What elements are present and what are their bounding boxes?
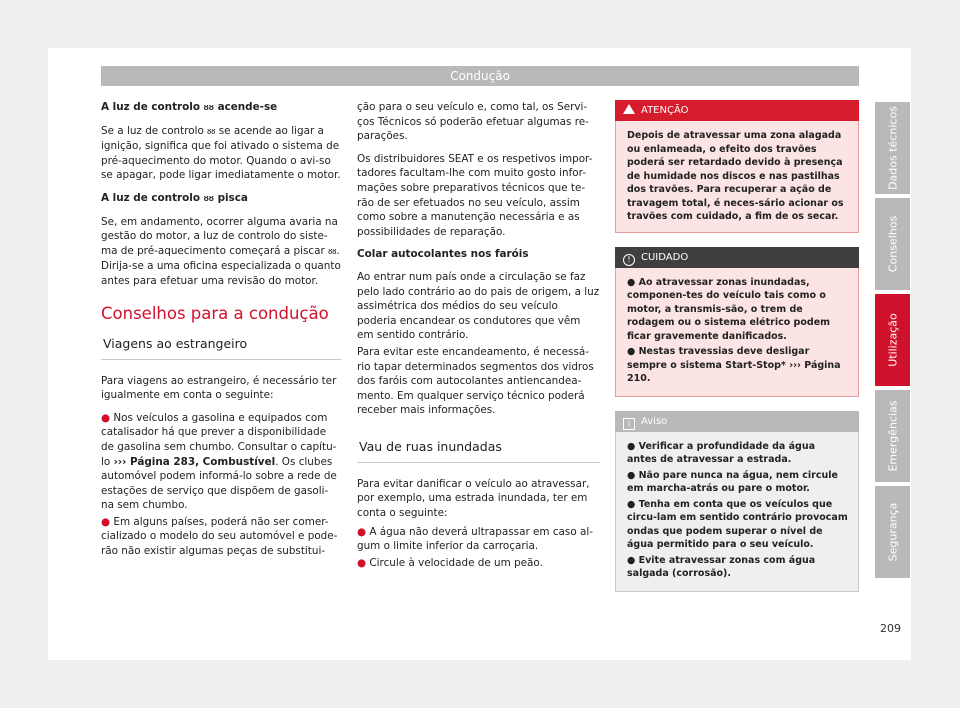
subsection-title: Vau de ruas inundadas bbox=[357, 438, 600, 463]
glow-plug-icon: ᴕᴕ bbox=[203, 193, 214, 204]
tab-conselhos[interactable]: Conselhos bbox=[875, 198, 910, 290]
glow-plug-icon: ᴕᴕ bbox=[203, 103, 214, 113]
glow-plug-icon: ᴕᴕ bbox=[328, 246, 337, 257]
paragraph: Se a luz de controlo ᴕᴕ se acende ao ligar a ignição, significa que foi ativado o sistema de pré-aquecimento do motor. Quando o avi-so se apagar, pode ligar imediatamente o motor. bbox=[101, 124, 341, 182]
bullet-icon: ● bbox=[627, 346, 636, 357]
subheading-headlights: Colar autocolantes nos faróis bbox=[357, 248, 529, 261]
list-item: ● Nos veículos a gasolina e equipados com catalisador há que prever a disponibilidade de gasolina sem chumbo. Consultar o capítu-lo ››› Página 283, Combustível. Os clubes automóvel podem informá-lo sobre a rede de estações de serviço que dispõem de gasoli-na sem chumbo. bbox=[101, 411, 337, 512]
warning-header: ATENÇÃO bbox=[615, 100, 859, 121]
paragraph: Para viagens ao estrangeiro, é necessário ter igualmente em conta o seguinte: bbox=[101, 374, 337, 402]
column-2 bbox=[357, 100, 600, 578]
bullet-icon: ● bbox=[627, 276, 636, 288]
page-number: 209 bbox=[880, 622, 901, 635]
list-item: ● Circule à velocidade de um peão. bbox=[357, 556, 543, 569]
tab-utilizacao[interactable]: Utilização bbox=[875, 294, 910, 386]
paragraph: Os distribuidores SEAT e os respetivos impor-tadores facultam-lhe com muito gosto infor-mações sobre preparativos técnicos que te-rão de ser efetuados no seu veículo, assim como sobre a manutenção necessária e as possibilidades de reparação. bbox=[357, 152, 593, 238]
paragraph: Se, em andamento, ocorrer alguma avaria na gestão do motor, a luz de controlo do siste-ma de pré-aquecimento começará a piscar ᴕᴕ. Dirija-se a uma oficina especializada o quanto antes para efetuar uma revisão do motor. bbox=[101, 215, 341, 287]
note-box bbox=[615, 411, 859, 592]
page-link[interactable]: ››› Página 283, Combustível bbox=[113, 455, 276, 468]
paragraph: Para evitar danificar o veículo ao atravessar, por exemplo, uma estrada inundada, ter em conta o seguinte: bbox=[357, 477, 590, 520]
column-1 bbox=[101, 100, 341, 567]
caution-body bbox=[615, 268, 859, 397]
bullet-icon: ● bbox=[627, 440, 636, 452]
paragraph: ção para o seu veículo e, como tal, os Servi-ços Técnicos só poderão efetuar algumas re-parações. bbox=[357, 101, 589, 143]
list-item: ● Ao atravessar zonas inundadas, componen-tes do veículo tais como o motor, a transmis-são, o trem de rodagem ou o sistema elétrico podem ficar gravemente danificados. bbox=[627, 276, 831, 342]
subsection-title: Viagens ao estrangeiro bbox=[101, 335, 341, 360]
section-title: Conselhos para a condução bbox=[101, 303, 329, 323]
subheading-glow-blink: A luz de controlo ᴕᴕ pisca bbox=[101, 191, 248, 204]
list-item: ● Nestas travessias deve desligar sempre o sistema Start-Stop* ››› Página 210. bbox=[627, 346, 841, 384]
bullet-icon: ● bbox=[357, 556, 367, 569]
info-icon: i bbox=[623, 418, 635, 430]
tab-dados-tecnicos[interactable]: Dados técnicos bbox=[875, 102, 910, 194]
warning-box bbox=[615, 100, 859, 233]
bullet-icon: ● bbox=[101, 515, 111, 528]
warning-triangle-icon bbox=[623, 104, 635, 114]
bullet-icon: ● bbox=[627, 498, 636, 510]
tab-emergencias[interactable]: Emergências bbox=[875, 390, 910, 482]
list-item: ● Verificar a profundidade da água antes de atravessar a estrada. bbox=[627, 440, 816, 465]
bullet-icon: ● bbox=[627, 469, 636, 481]
caution-box bbox=[615, 247, 859, 397]
note-header: i Aviso bbox=[615, 411, 859, 432]
bullet-icon: ● bbox=[627, 554, 636, 566]
list-item: ● Tenha em conta que os veículos que circu-lam em sentido contrário provocam ondas que podem superar o nível de água permitido para o seu veículo. bbox=[627, 498, 848, 550]
bullet-icon: ● bbox=[357, 525, 367, 538]
list-item: ● Não pare nunca na água, nem circule em marcha-atrás ou pare o motor. bbox=[627, 469, 838, 494]
list-item: ● Em alguns países, poderá não ser comer-cializado o modelo do seu automóvel e pode-rão não existir algumas peças de substitui- bbox=[101, 515, 338, 558]
note-body bbox=[615, 432, 859, 592]
paragraph: Ao entrar num país onde a circulação se faz pelo lado contrário ao do pais de origem, a luz assimétrica dos médios do seu veículo poderia encandear os condutores que vêm em sentido contrário. bbox=[357, 270, 600, 342]
bullet-icon: ● bbox=[101, 411, 111, 424]
page-link[interactable]: ››› Página 210 bbox=[627, 359, 841, 384]
caution-header: ! CUIDADO bbox=[615, 247, 859, 268]
list-item: ● A água não deverá ultrapassar em caso al-gum o limite inferior da carroçaria. bbox=[357, 525, 593, 553]
page-header: Condução bbox=[101, 66, 859, 86]
tab-seguranca[interactable]: Segurança bbox=[875, 486, 910, 578]
column-3 bbox=[615, 100, 859, 606]
subheading-glow-on: A luz de controlo ᴕᴕ acende-se bbox=[101, 101, 278, 113]
warning-text: Depois de atravessar uma zona alagada ou enlameada, o efeito dos travões poderá ser retardado devido à presença de humidade nos discos e nas pastilhas dos travões. Para recuperar a ação de travagem total, é neces-sário acionar os travões com cuidado, a fim de os secar. bbox=[615, 121, 859, 233]
paragraph: Para evitar este encandeamento, é necessá-rio tapar determinados segmentos dos vidros dos faróis com autocolantes antiencandea-mento. Em qualquer serviço técnico poderá receber mais informações. bbox=[357, 345, 594, 417]
list-item: ● Evite atravessar zonas com água salgada (corrosão). bbox=[627, 554, 816, 579]
glow-plug-icon: ᴕᴕ bbox=[207, 126, 216, 137]
exclamation-circle-icon: ! bbox=[623, 254, 635, 266]
